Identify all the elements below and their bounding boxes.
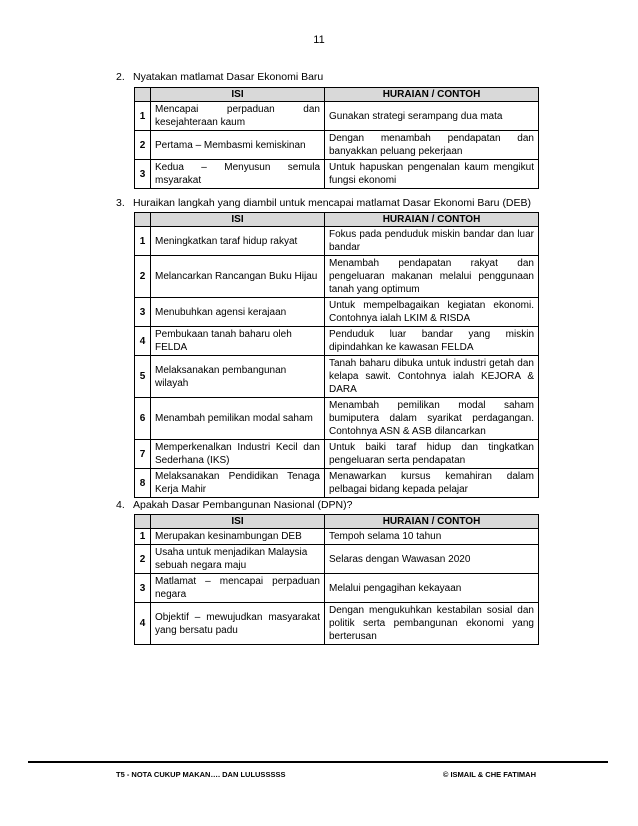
row-number: 1 [135, 529, 151, 545]
table-row [135, 469, 539, 498]
huraian-cell: Menambah pendapatan rakyat dan pengeluaran makanan melalui penggunaan tanah yang optimum [325, 256, 539, 298]
huraian-cell: Tempoh selama 10 tahun [325, 529, 539, 545]
question-number: 2. [116, 71, 125, 83]
table-row [135, 131, 539, 160]
isi-cell: Kedua – Menyusun semula msyarakat [151, 160, 325, 189]
table-row [135, 545, 539, 574]
footer-left-text: T5 - NOTA CUKUP MAKAN…. DAN LULUSSSSS [116, 770, 286, 779]
huraian-cell: Untuk baiki taraf hidup dan tingkatkan pengeluaran serta pendapatan [325, 440, 539, 469]
table-row [135, 529, 539, 545]
isi-cell: Merupakan kesinambungan DEB [151, 529, 325, 545]
question-number: 4. [116, 499, 125, 511]
isi-cell: Objektif – mewujudkan masyarakat yang bersatu padu [151, 603, 325, 645]
row-number: 2 [135, 131, 151, 160]
huraian-cell: Selaras dengan Wawasan 2020 [325, 545, 539, 574]
isi-cell: Memperkenalkan Industri Kecil dan Sederhana (IKS) [151, 440, 325, 469]
question-text: Nyatakan matlamat Dasar Ekonomi Baru [133, 71, 324, 83]
huraian-cell: Dengan menambah pendapatan dan banyakkan peluang pekerjaan [325, 131, 539, 160]
huraian-cell: Melalui pengagihan kekayaan [325, 574, 539, 603]
row-number: 8 [135, 469, 151, 498]
huraian-cell: Gunakan strategi serampang dua mata [325, 102, 539, 131]
footer-right-text: © ISMAIL & CHE FATIMAH [442, 770, 536, 779]
table-header-row [135, 213, 539, 227]
row-number: 1 [135, 102, 151, 131]
table-row [135, 440, 539, 469]
row-number: 2 [135, 256, 151, 298]
isi-cell: Melancarkan Rancangan Buku Hijau [151, 256, 325, 298]
huraian-cell: Dengan mengukuhkan kestabilan sosial dan politik serta pembangunan ekonomi yang berterusan [325, 603, 539, 645]
table-row [135, 603, 539, 645]
huraian-cell: Fokus pada penduduk miskin bandar dan luar bandar [325, 227, 539, 256]
huraian-cell: Menambah pemilikan modal saham bumiputera dalam syarikat perdagangan. Contohnya ASN & ASB dilancarkan [325, 398, 539, 440]
table-row [135, 298, 539, 327]
isi-cell: Usaha untuk menjadikan Malaysia sebuah negara maju [151, 545, 325, 574]
isi-cell: Pertama – Membasmi kemiskinan [151, 131, 325, 160]
isi-cell: Mencapai perpaduan dan kesejahteraan kaum [151, 102, 325, 131]
question-text: Apakah Dasar Pembangunan Nasional (DPN)? [133, 499, 353, 511]
row-number: 4 [135, 327, 151, 356]
isi-cell: Meningkatkan taraf hidup rakyat [151, 227, 325, 256]
header-huraian: HURAIAN / CONTOH [325, 88, 539, 102]
question-number: 3. [116, 197, 125, 209]
row-number: 4 [135, 603, 151, 645]
huraian-cell: Penduduk luar bandar yang miskin dipindahkan ke kawasan FELDA [325, 327, 539, 356]
header-huraian: HURAIAN / CONTOH [325, 213, 539, 227]
table-row [135, 327, 539, 356]
isi-cell: Melaksanakan pembangunan wilayah [151, 356, 325, 398]
header-huraian: HURAIAN / CONTOH [325, 515, 539, 529]
huraian-cell: Untuk hapuskan pengenalan kaum mengikut fungsi ekonomi [325, 160, 539, 189]
row-number: 1 [135, 227, 151, 256]
row-number: 2 [135, 545, 151, 574]
table-row [135, 227, 539, 256]
table-row [135, 160, 539, 189]
row-number: 5 [135, 356, 151, 398]
huraian-cell: Untuk mempelbagaikan kegiatan ekonomi. Contohnya ialah LKIM & RISDA [325, 298, 539, 327]
table-row [135, 256, 539, 298]
huraian-cell: Menawarkan kursus kemahiran dalam pelbagai bidang kepada pelajar [325, 469, 539, 498]
row-number: 3 [135, 298, 151, 327]
header-blank [135, 515, 151, 529]
question-3-table [134, 212, 539, 498]
huraian-cell: Tanah baharu dibuka untuk industri getah dan kelapa sawit. Contohnya ialah KEJORA & DARA [325, 356, 539, 398]
isi-cell: Pembukaan tanah baharu oleh FELDA [151, 327, 325, 356]
header-blank [135, 213, 151, 227]
table-row [135, 398, 539, 440]
table-header-row [135, 515, 539, 529]
question-2-table [134, 87, 539, 189]
table-row [135, 356, 539, 398]
isi-cell: Menubuhkan agensi kerajaan [151, 298, 325, 327]
table-row [135, 102, 539, 131]
header-isi: ISI [151, 88, 325, 102]
question-2-prompt [116, 71, 323, 83]
row-number: 3 [135, 574, 151, 603]
table-header-row [135, 88, 539, 102]
row-number: 7 [135, 440, 151, 469]
question-4-table [134, 514, 539, 645]
page-number: 11 [313, 34, 325, 46]
table-row [135, 574, 539, 603]
question-text: Huraikan langkah yang diambil untuk mencapai matlamat Dasar Ekonomi Baru (DEB) [133, 197, 532, 209]
header-blank [135, 88, 151, 102]
row-number: 3 [135, 160, 151, 189]
row-number: 6 [135, 398, 151, 440]
footer-divider [28, 761, 608, 763]
header-isi: ISI [151, 515, 325, 529]
isi-cell: Menambah pemilikan modal saham [151, 398, 325, 440]
question-4-prompt [116, 499, 352, 511]
isi-cell: Matlamat – mencapai perpaduan negara [151, 574, 325, 603]
question-3-prompt [116, 197, 531, 209]
header-isi: ISI [151, 213, 325, 227]
isi-cell: Melaksanakan Pendidikan Tenaga Kerja Mahir [151, 469, 325, 498]
